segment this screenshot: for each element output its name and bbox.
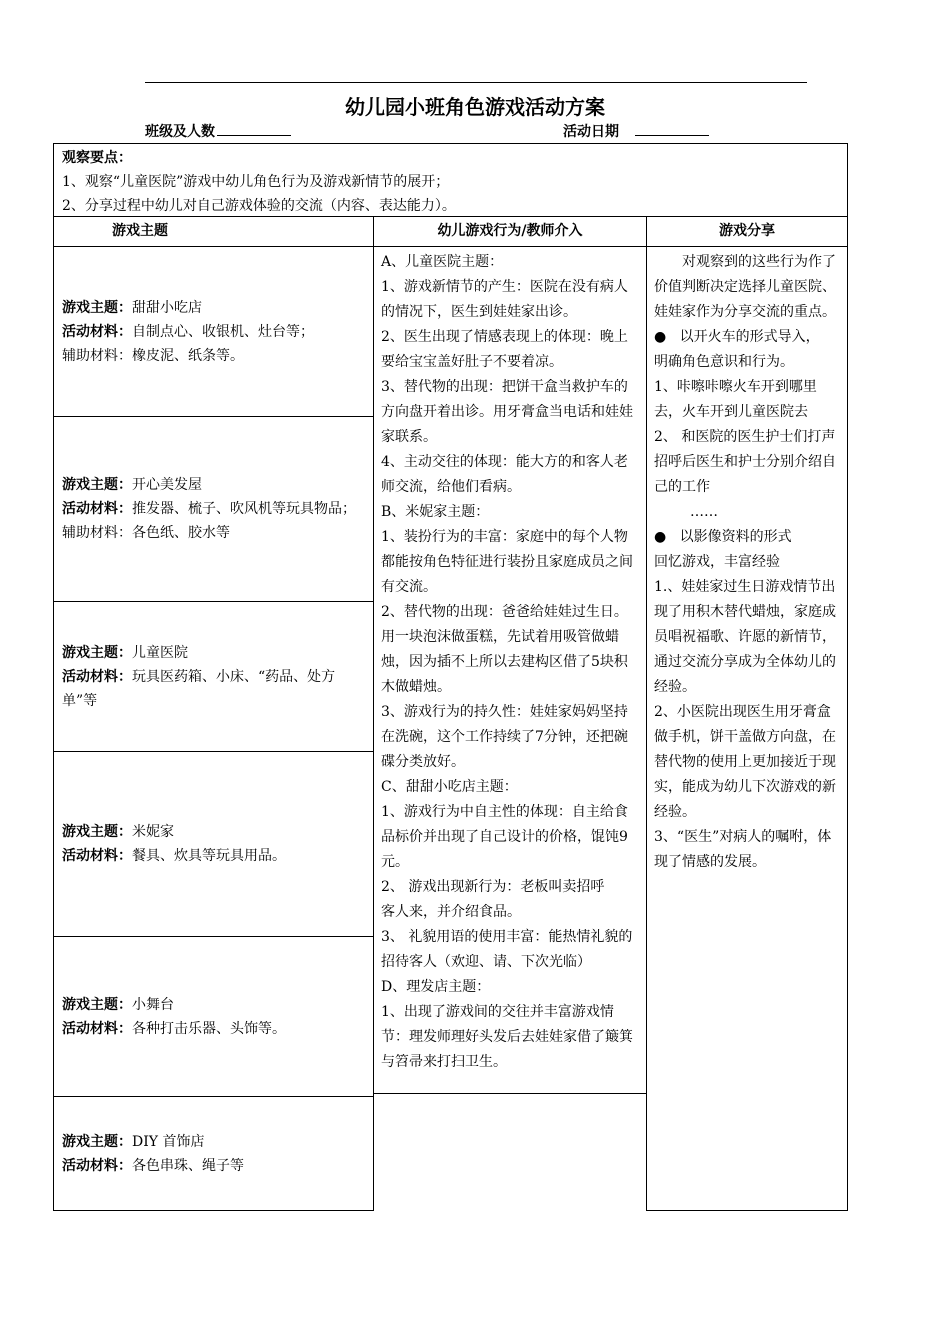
theme-label: 游戏主题： <box>62 824 132 840</box>
material-text: 各种打击乐器、头饰等。 <box>132 1020 286 1037</box>
activity-date-label: 活动日期 <box>563 124 619 140</box>
activity-date-blank <box>635 121 709 136</box>
sharing-bullet-text: 以影像资料的形式 <box>679 529 792 545</box>
aux-material-text: 辅助材料：各色纸、胶水等 <box>62 525 230 541</box>
behavior-item: 1、游戏行为中自主性的体现：自主给食品标价并出现了自己设计的价格，馄饨9元。 <box>381 804 628 870</box>
behavior-item: 3、游戏行为的持久性：娃娃家妈妈坚持在洗碗，这个工作持续了7分钟，还把碗碟分类放好。 <box>381 704 628 770</box>
theme-label: 游戏主题： <box>62 299 132 316</box>
activity-date-field <box>563 121 709 141</box>
header-sharing: 游戏分享 <box>646 216 848 247</box>
observation-item: 1、观察“儿童医院”游戏中幼儿角色行为及游戏新情节的展开； <box>62 174 450 190</box>
behavior-heading: C、甜甜小吃店主题： <box>381 779 518 795</box>
class-count-field <box>145 121 291 141</box>
theme-cell <box>53 1096 374 1211</box>
behavior-item: 1、出现了游戏间的交往并丰富游戏情节：理发师理好头发后去娃娃家借了簸箕与笤帚来打扫卫生。 <box>381 1004 633 1070</box>
material-text: 自制点心、收银机、灶台等； <box>132 323 314 340</box>
sharing-bullet-cont: 明确角色意识和行为。 <box>654 354 794 370</box>
behavior-item: 2、替代物的出现：爸爸给娃娃过生日。用一块泡沫做蛋糕，先试着用吸管做蜡烛，因为插不上所以去建构区借了5块积木做蜡烛。 <box>381 604 628 695</box>
class-count-label: 班级及人数 <box>145 124 215 140</box>
behavior-item: 客人来，并介绍食品。 <box>381 904 521 920</box>
top-rule <box>145 82 807 83</box>
sharing-bullet <box>654 525 840 550</box>
material-label: 活动材料： <box>62 501 132 517</box>
theme-label: 游戏主题： <box>62 477 132 493</box>
material-label: 活动材料： <box>62 668 132 685</box>
sharing-item: 2、小医院出现医生用牙膏盒做手机，饼干盖做方向盘，在替代物的使用上更加接近于现实，能成为幼儿下次游戏的新经验。 <box>654 704 836 820</box>
theme-name: 米妮家 <box>132 824 174 840</box>
sharing-item: 1.、娃娃家过生日游戏情节出现了用积木替代蜡烛，家庭成员唱祝福歌、许愿的新情节，通过交流分享成为全体幼儿的经验。 <box>654 579 836 695</box>
behavior-item: 2、 游戏出现新行为：老板叫卖招呼 <box>381 879 605 895</box>
bullet-dot-icon: ● <box>654 529 667 545</box>
sharing-cell <box>646 246 848 1211</box>
material-text: 各色串珠、绳子等 <box>132 1157 244 1174</box>
material-label: 活动材料： <box>62 1157 132 1174</box>
theme-name: 小舞台 <box>132 996 174 1013</box>
theme-cell <box>53 416 374 602</box>
observation-label: 观察要点： <box>62 150 132 166</box>
behavior-item: 1、装扮行为的丰富：家庭中的每个人物都能按角色特征进行装扮且家庭成员之间有交流。 <box>381 529 633 595</box>
material-label: 活动材料： <box>62 323 132 340</box>
sharing-intro: 对观察到的这些行为作了价值判断决定选择儿童医院、娃娃家作为分享交流的重点。 <box>654 254 836 320</box>
bullet-dot-icon: ● <box>654 329 667 345</box>
material-text: 玩具医药箱、小床、“药品、处方单”等 <box>62 668 336 709</box>
observation-box <box>53 143 848 217</box>
sharing-item: 2、 和医院的医生护士们打声招呼后医生和护士分别介绍自己的工作 <box>654 429 836 495</box>
behavior-heading: A、儿童医院主题： <box>381 254 504 270</box>
aux-material-text: 辅助材料：橡皮泥、纸条等。 <box>62 347 244 364</box>
theme-name: 甜甜小吃店 <box>132 299 202 316</box>
theme-name: 开心美发屋 <box>132 477 202 493</box>
theme-cell <box>53 936 374 1097</box>
behavior-cell <box>373 246 647 1094</box>
theme-cell <box>53 601 374 752</box>
material-label: 活动材料： <box>62 848 132 864</box>
behavior-item: 4、主动交往的体现：能大方的和客人老师交流，给他们看病。 <box>381 454 628 495</box>
behavior-item: 3、 礼貌用语的使用丰富：能热情礼貌的招待客人（欢迎、请、下次光临） <box>381 929 633 970</box>
theme-cell <box>53 246 374 417</box>
sharing-bullet <box>654 325 840 350</box>
behavior-heading: D、理发店主题： <box>381 979 491 995</box>
header-game-theme: 游戏主题 <box>53 216 374 247</box>
material-label: 活动材料： <box>62 1020 132 1037</box>
behavior-item: 1、游戏新情节的产生：医院在没有病人的情况下，医生到娃娃家出诊。 <box>381 279 628 320</box>
sharing-item: 3、“医生”对病人的嘱咐，体现了情感的发展。 <box>654 829 832 870</box>
sharing-bullet-cont: 回忆游戏，丰富经验 <box>654 554 780 570</box>
sharing-ellipsis: …… <box>690 504 718 520</box>
material-text: 餐具、炊具等玩具用品。 <box>132 848 286 864</box>
behavior-heading: B、米妮家主题： <box>381 504 490 520</box>
theme-name: 儿童医院 <box>132 644 188 661</box>
theme-label: 游戏主题： <box>62 644 132 661</box>
sharing-item: 1、咔嚓咔嚓火车开到哪里去，火车开到儿童医院去 <box>654 379 817 420</box>
sharing-bullet-text: 以开火车的形式导入， <box>679 329 820 345</box>
header-behavior: 幼儿游戏行为/教师介入 <box>373 216 647 247</box>
material-text: 推发器、梳子、吹风机等玩具物品； <box>132 501 356 517</box>
page-title: 幼儿园小班角色游戏活动方案 <box>345 95 605 119</box>
behavior-item: 3、替代物的出现：把饼干盒当救护车的方向盘开着出诊。用牙膏盒当电话和娃娃家联系。 <box>381 379 633 445</box>
observation-item: 2、分享过程中幼儿对自己游戏体验的交流（内容、表达能力）。 <box>62 198 456 214</box>
theme-cell <box>53 751 374 937</box>
theme-name: DIY 首饰店 <box>132 1133 205 1150</box>
class-count-blank <box>217 121 291 136</box>
theme-label: 游戏主题： <box>62 1133 132 1150</box>
theme-label: 游戏主题： <box>62 996 132 1013</box>
behavior-item: 2、医生出现了情感表现上的体现：晚上要给宝宝盖好肚子不要着凉。 <box>381 329 628 370</box>
